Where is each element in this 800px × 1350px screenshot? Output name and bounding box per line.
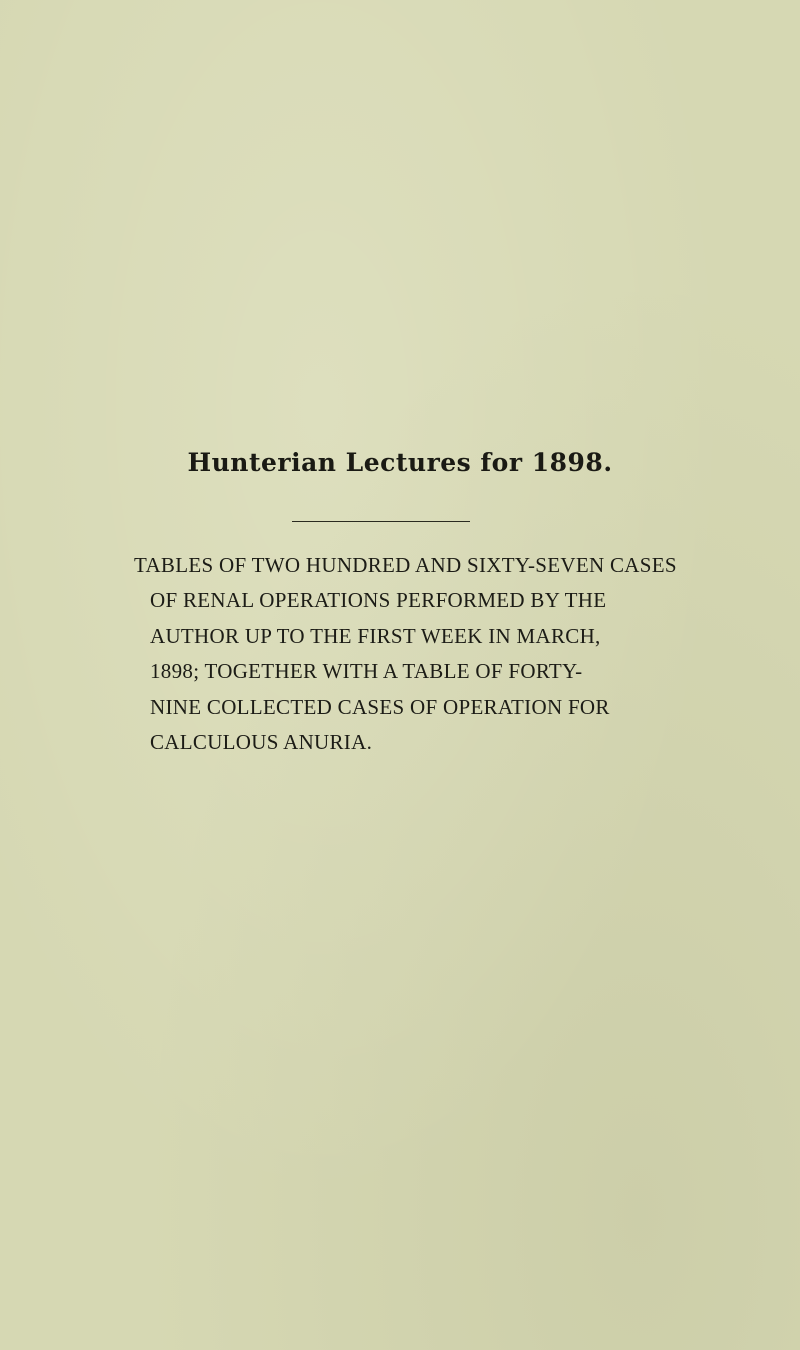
description-line-1: TABLES OF TWO HUNDRED AND SIXTY-SEVEN CASES [134, 553, 677, 577]
description-line-4: 1898; TOGETHER WITH A TABLE OF FORTY- [150, 659, 583, 684]
lecture-heading: Hunterian Lectures for 1898. [187, 448, 613, 477]
description-block [134, 548, 677, 760]
description-line-3: AUTHOR UP TO THE FIRST WEEK IN MARCH, [150, 623, 601, 648]
description-line-6: CALCULOUS ANURIA. [150, 730, 373, 755]
description-line-2: OF RENAL OPERATIONS PERFORMED BY THE [150, 588, 607, 613]
description-line-5: NINE COLLECTED CASES OF OPERATION FOR [150, 694, 610, 719]
divider-rule [292, 521, 470, 522]
